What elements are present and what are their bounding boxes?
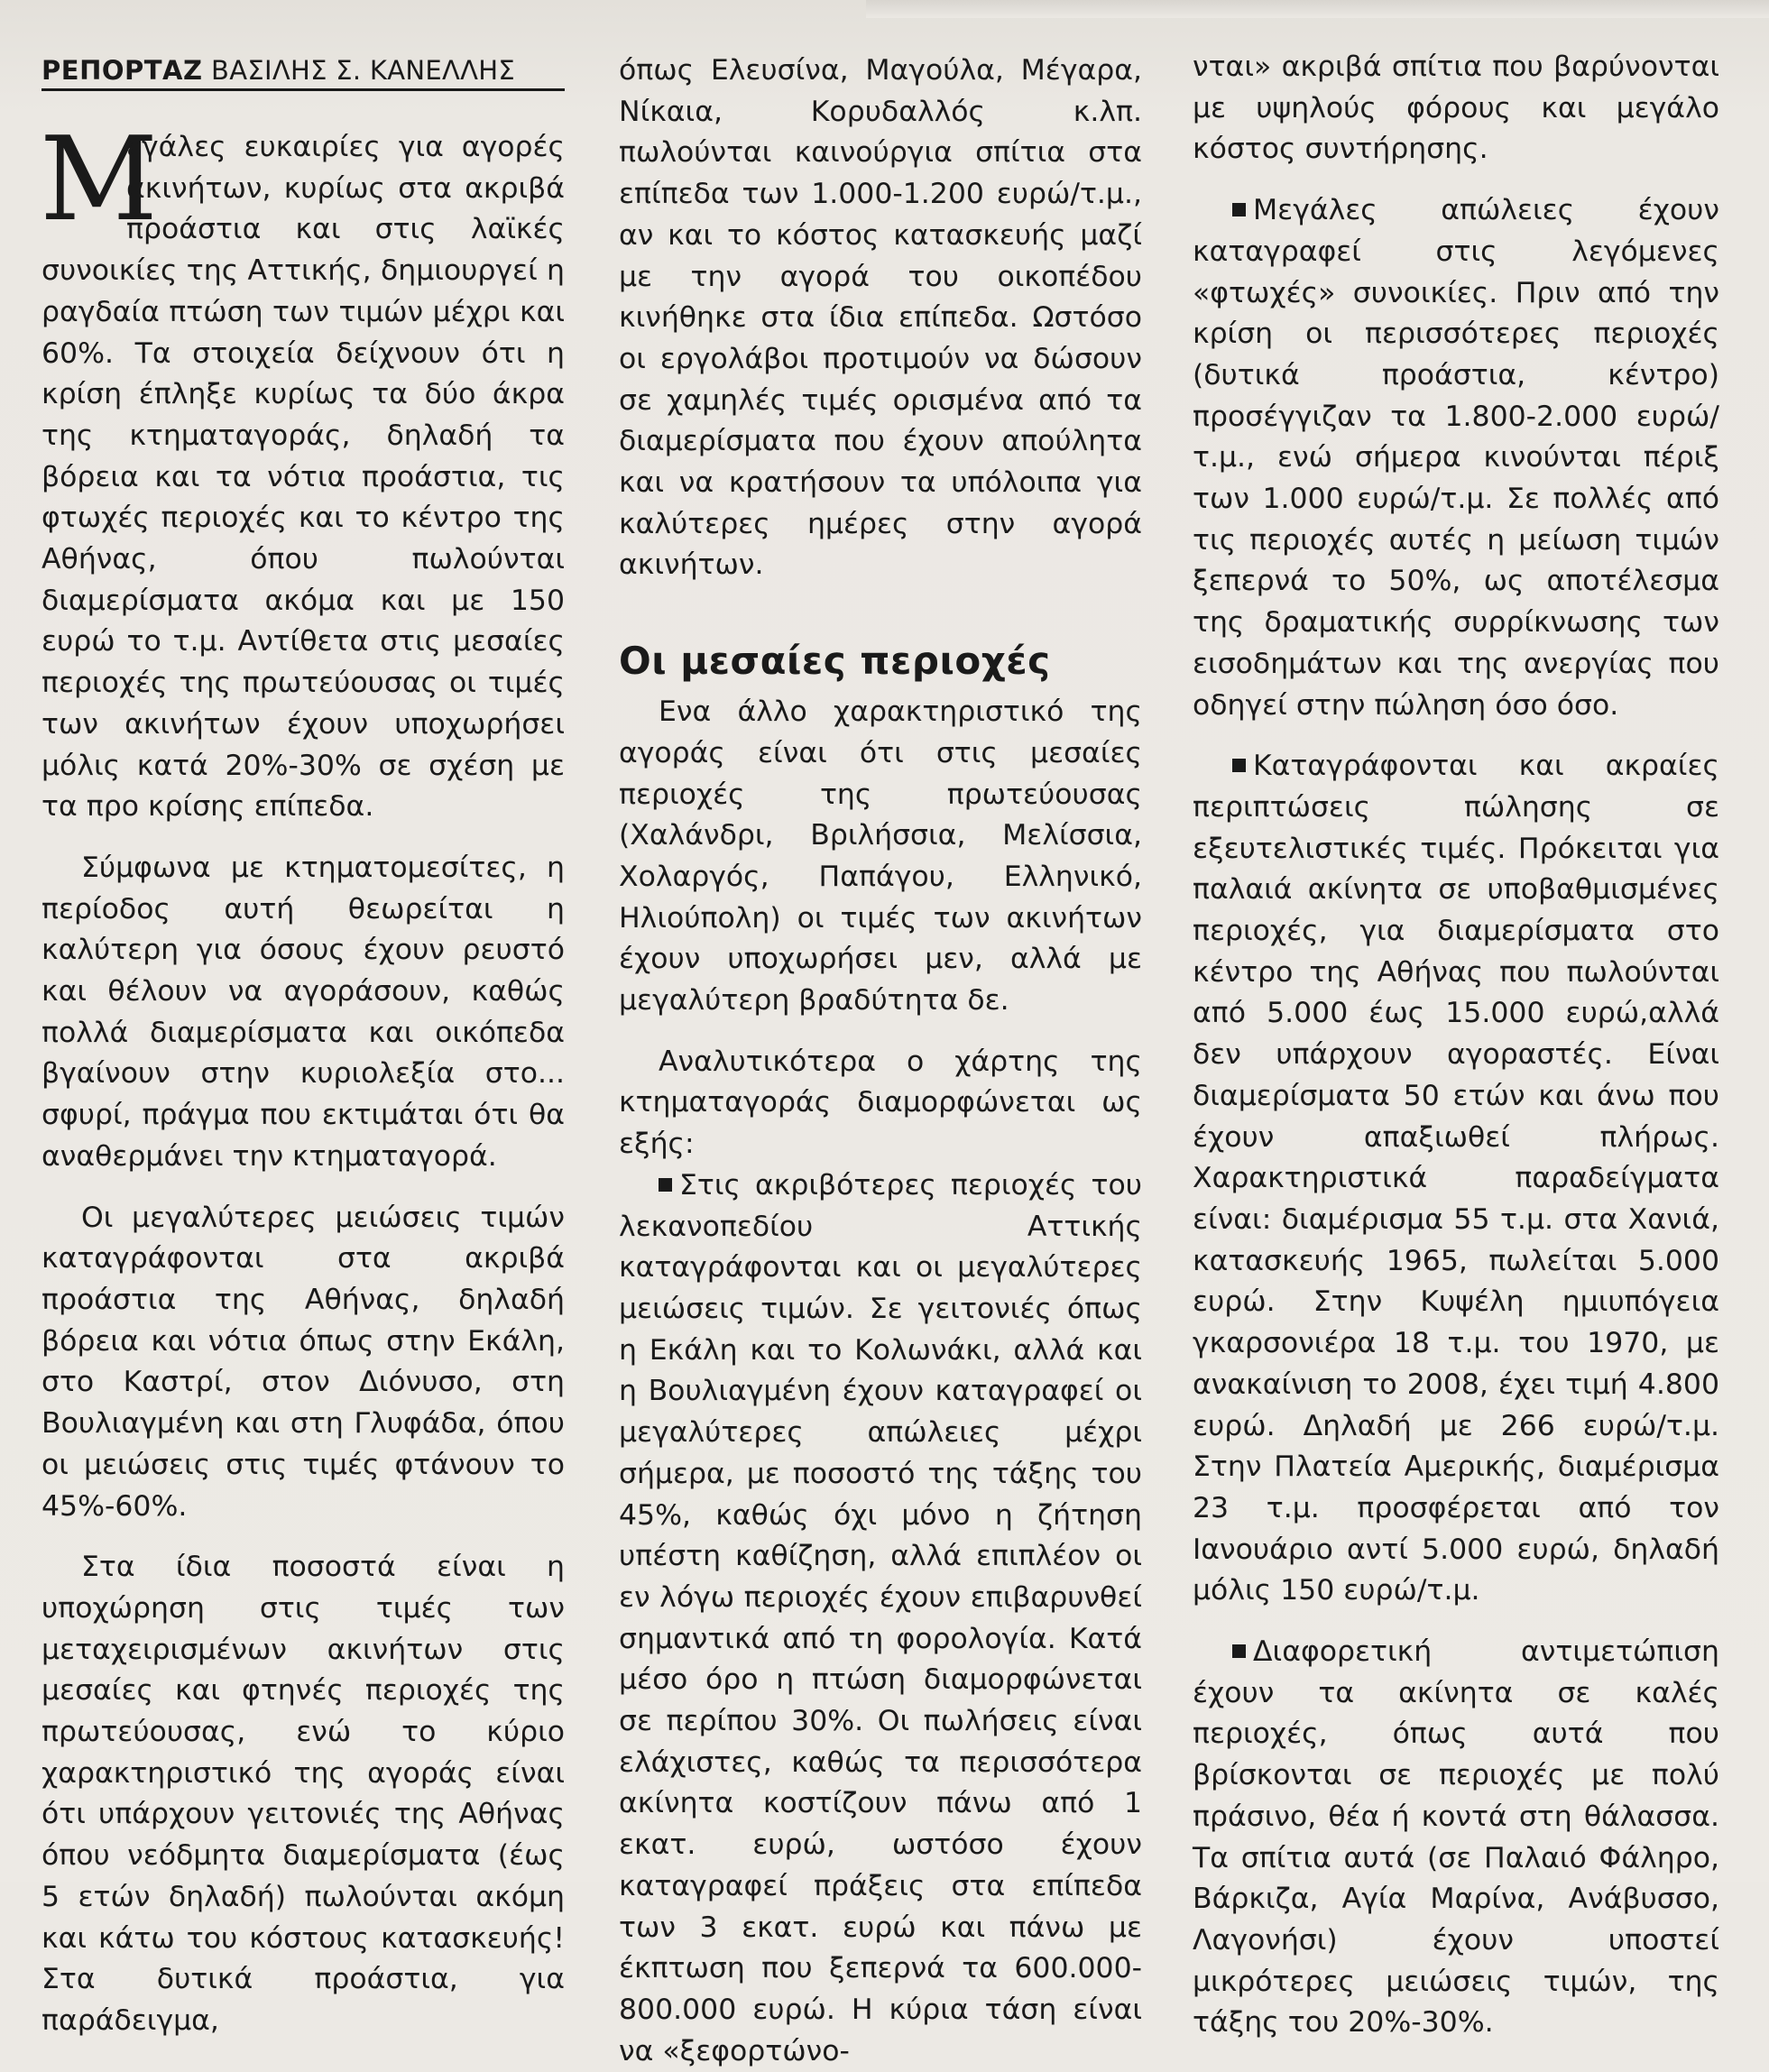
article-column-3 [1193, 0, 1719, 2044]
author-name: ΒΑΣΙΛΗΣ Σ. ΚΑΝΕΛΛΗΣ [211, 55, 515, 86]
lead-paragraph: Μ εγάλες ευκαιρίες για αγορές ακινήτων, κυρίως στα ακριβά προάστια και στις λαϊκές συνοικίες της Αττικής, δημιουργεί η ραγδαία πτώση των τιμών μέχρι και 60%. Τα στοιχεία δείχνουν ότι η κρίση έπληξε κυρίως τα δύο άκρα της κτηματαγοράς, δηλαδή τα βόρεια και τα νότια προάστια, τις φτωχές περιοχές και το κέντρο της Αθήνας, όπου πωλούνται διαμερίσματα ακόμα και με 150 ευρώ το τ.μ. Αντίθετα στις μεσαίες περιοχές της πρωτεύουσας οι τιμές των ακινήτων έχουν υποχωρήσει μόλις κατά 20%-30% σε σχέση με τα προ κρίσης επίπεδα. [40, 113, 565, 824]
paragraph-4-continued: όπως Ελευσίνα, Μαγούλα, Μέγαρα, Νίκαια, Κορυδαλλός κ.λπ. πωλούνται καινούργια σπίτια στα επίπεδα των 1.000-1.200 ευρώ/τ.μ., αν και το κόστος κατασκευής μαζί με την αγορά του οικοπέδου κινήθηκε στα ίδια επίπεδα. Ωστόσο οι εργολάβοι προτιμούν να δώσουν σε χαμηλές τιμές ορισμένα από τα διαμερίσματα που έχουν απούλητα και να κρατήσουν τα υπόλοιπα για καλύτερες ημέρες στην αγορά ακινήτων. [619, 54, 1142, 582]
bullet-item-3: Καταγράφονται και ακραίες περιπτώσεις πώλησης σε εξευτελιστικές τιμές. Πρόκειται για παλαιά ακίνητα σε υποβαθμισμένες περιοχές, για διαμερίσματα στο κέντρο της Αθήνας που πωλούνται από 5.000 έως 15.000 ευρώ,αλλά δεν υπάρχουν αγοραστές. Είναι διαμερίσματα 50 ετών και άνω που έχουν απαξιωθεί πλήρως. Χαρακτηριστικά παραδείγματα είναι: διαμέρισμα 55 τ.μ. στα Χανιά, κατασκευής 1965, πωλείται 5.000 ευρώ. Στην Κυψέλη ημιυπόγεια γκαρσονιέρα 18 τ.μ. του 1970, με ανακαίνιση το 2008, έχει τιμή 4.800 ευρώ. Δηλαδή με 266 ευρώ/τ.μ. Στην Πλατεία Αμερικής, διαμέρισμα 23 τ.μ. προσφέρεται από τον Ιανουάριο αντί 5.000 ευρώ, δηλαδή μόλις 150 ευρώ/τ.μ. [1193, 750, 1719, 1607]
bullet-item-2: Μεγάλες απώλειες έχουν καταγραφεί στις λεγόμενες «φτωχές» συνοικίες. Πριν από την κρίση οι περισσότερες περιοχές (δυτικά προάστια, κέντρο) προσέγγιζαν τα 1.800-2.000 ευρώ/τ.μ., ενώ σήμερα κινούνται πέριξ των 1.000 ευρώ/τ.μ. Σε πολλές από τις περιοχές αυτές η μείωση τιμών ξεπερνά το 50%, ως αποτέλεσμα της δραματικής συρρίκνωσης των εισοδημάτων και της ανεργίας που οδηγεί στην πώληση όσο όσο. [1193, 194, 1719, 722]
byline [41, 52, 565, 91]
paragraph-2: Σύμφωνα με κτηματομεσίτες, η περίοδος αυτή θεωρείται η καλύτερη για όσους έχουν ρευστό και θέλουν να αγοράσουν, καθώς πολλά διαμερίσματα και οικόπεδα βγαίνουν στην κυριολεξία στο... σφυρί, πράγμα που εκτιμάται ότι θα αναθερμάνει την κτηματαγορά. [41, 851, 565, 1173]
subheading: Οι μεσαίες περιοχές [619, 639, 1051, 684]
bullet-item-4: Διαφορετική αντιμετώπιση έχουν τα ακίνητα σε καλές περιοχές, όπως αυτά που βρίσκονται σε περιοχές με πολύ πράσινο, θέα ή κοντά στη θάλασσα. Τα σπίτια αυτά (σε Παλαιό Φάληρο, Βάρκιζα, Αγία Μαρίνα, Ανάβυσσο, Λαγονήσι) έχουν υποστεί μικρότερες μειώσεις τιμών, της τάξης του 20%-30%. [1193, 1635, 1719, 2040]
section-kicker: ΡΕΠΟΡΤΑΖ [41, 55, 203, 86]
paragraph-5: Ενα άλλο χαρακτηριστικό της αγοράς είναι ότι στις μεσαίες περιοχές της πρωτεύουσας (Χαλάνδρι, Βριλήσσια, Μελίσσια, Χολαργός, Παπάγου, Ελληνικό, Ηλιούπολη) οι τιμές των ακινήτων έχουν υποχωρήσει μεν, αλλά με μεγαλύτερη βραδύτητα δε. [619, 695, 1142, 1018]
paragraph-4: Στα ίδια ποσοστά είναι η υποχώρηση στις τιμές των μεταχειρισμένων ακινήτων στις μεσαίες και φτηνές περιοχές της πρωτεύουσας, ενώ το κύριο χαρακτηριστικό της αγοράς είναι ότι υπάρχουν γειτονιές της Αθήνας όπου νεόδμητα διαμερίσματα (έως 5 ετών δηλαδή) πωλούνται ακόμη και κάτω του κόστους κατασκευής! Στα δυτικά προάστια, για παράδειγμα, [41, 1551, 565, 2037]
bullet-square-icon [659, 1178, 672, 1192]
bullet-item-1: Στις ακριβότερες περιοχές του λεκανοπεδίου Αττικής καταγράφονται και οι μεγαλύτερες μειώσεις τιμών. Σε γειτονιές όπως η Εκάλη και το Κολωνάκι, αλλά και η Βουλιαγμένη έχουν καταγραφεί οι μεγαλύτερες απώλειες μέχρι σήμερα, με ποσοστό της τάξης του 45%, καθώς όχι μόνο η ζήτηση υπέστη καθίζηση, αλλά επιπλέον οι εν λόγω περιοχές έχουν επιβαρυνθεί σημαντικά από τη φορολογία. Κατά μέσο όρο η πτώση διαμορφώνεται σε περίπου 30%. Οι πωλήσεις είναι ελάχιστες, καθώς τα περισσότερα ακίνητα κοστίζουν πάνω από 1 εκατ. ευρώ, ωστόσο έχουν καταγραφεί πράξεις στα επίπεδα των 3 εκατ. ευρώ και πάνω με έκπτωση που ξεπερνά τα 600.000-800.000 ευρώ. Η κύρια τάση είναι να «ξεφορτώνο- [619, 1168, 1142, 2067]
bullet-square-icon [1232, 759, 1246, 772]
article-column-1 [41, 0, 565, 2042]
drop-cap: Μ [40, 113, 159, 247]
paragraph-3: Οι μεγαλύτερες μειώσεις τιμών καταγράφονται στα ακριβά προάστια της Αθήνας, δηλαδή βόρεια και νότια όπως στην Εκάλη, στο Καστρί, στον Διόνυσο, στη Βουλιαγμένη και στη Γλυφάδα, όπου οι μειώσεις στις τιμές φτάνουν το 45%-60%. [41, 1201, 565, 1523]
bullet-square-icon [1232, 203, 1246, 216]
paragraph-6: Αναλυτικότερα ο χάρτης της κτηματαγοράς διαμορφώνεται ως εξής: [619, 1045, 1142, 1161]
article-column-2 [619, 0, 1142, 2072]
bullet-item-1-continued: νται» ακριβά σπίτια που βαρύνονται με υψηλούς φόρους και μεγάλο κόστος συντήρησης. [1193, 51, 1719, 166]
bullet-square-icon [1232, 1644, 1246, 1658]
